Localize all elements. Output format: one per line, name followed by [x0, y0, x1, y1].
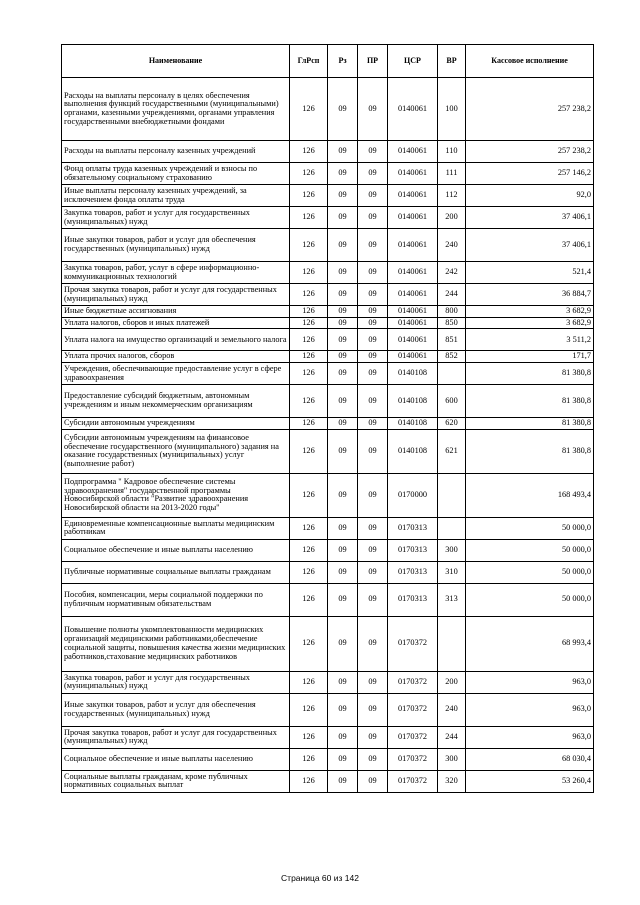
row-vr: 313	[438, 583, 466, 616]
row-pr: 09	[358, 385, 388, 418]
table-row	[62, 539, 594, 561]
row-amount: 37 406,1	[466, 229, 594, 262]
row-rz: 09	[328, 726, 358, 748]
table-row	[62, 693, 594, 726]
row-csr: 0140061	[388, 141, 438, 163]
row-glrsp: 126	[290, 78, 328, 141]
row-glrsp: 126	[290, 539, 328, 561]
table-row	[62, 583, 594, 616]
row-amount: 81 380,8	[466, 418, 594, 430]
row-pr: 09	[358, 418, 388, 430]
table-row	[62, 473, 594, 517]
row-rz: 09	[328, 229, 358, 262]
row-rz: 09	[328, 671, 358, 693]
row-glrsp: 126	[290, 363, 328, 385]
row-vr: 244	[438, 726, 466, 748]
row-name: Расходы на выплаты персоналу казенных учреждений	[62, 141, 290, 163]
table-row	[62, 163, 594, 185]
row-amount: 68 993,4	[466, 616, 594, 671]
row-rz: 09	[328, 748, 358, 770]
row-name: Иные выплаты персоналу казенных учреждений, за исключением фонда оплаты труда	[62, 185, 290, 207]
row-name: Публичные нормативные социальные выплаты гражданам	[62, 561, 290, 583]
row-rz: 09	[328, 363, 358, 385]
row-amount: 50 000,0	[466, 517, 594, 539]
row-csr: 0140061	[388, 317, 438, 329]
row-name: Закупка товаров, работ, услуг в сфере информационно-коммуникационных технологий	[62, 262, 290, 284]
row-vr: 621	[438, 429, 466, 473]
row-name: Уплата налогов, сборов и иных платежей	[62, 317, 290, 329]
row-amount: 3 682,9	[466, 317, 594, 329]
row-glrsp: 126	[290, 770, 328, 792]
row-csr: 0170372	[388, 671, 438, 693]
row-rz: 09	[328, 616, 358, 671]
row-pr: 09	[358, 693, 388, 726]
row-name: Иные закупки товаров, работ и услуг для обеспечения государственных (муниципальных) нужд	[62, 693, 290, 726]
row-rz: 09	[328, 583, 358, 616]
row-glrsp: 126	[290, 473, 328, 517]
row-rz: 09	[328, 561, 358, 583]
row-name: Уплата прочих налогов, сборов	[62, 351, 290, 363]
table-row	[62, 748, 594, 770]
row-rz: 09	[328, 207, 358, 229]
table-body	[62, 78, 594, 793]
row-vr: 310	[438, 561, 466, 583]
row-pr: 09	[358, 473, 388, 517]
row-vr	[438, 517, 466, 539]
row-csr: 0170372	[388, 770, 438, 792]
table-row	[62, 306, 594, 318]
row-amount: 50 000,0	[466, 583, 594, 616]
row-vr: 200	[438, 671, 466, 693]
row-pr: 09	[358, 185, 388, 207]
table-row	[62, 78, 594, 141]
row-csr: 0140108	[388, 429, 438, 473]
table-row	[62, 517, 594, 539]
row-csr: 0140061	[388, 185, 438, 207]
row-amount: 963,0	[466, 693, 594, 726]
row-vr	[438, 363, 466, 385]
row-name: Социальные выплаты гражданам, кроме публичных нормативных социальных выплат	[62, 770, 290, 792]
header-name: Наименование	[62, 45, 290, 78]
row-csr: 0140108	[388, 363, 438, 385]
table-row	[62, 141, 594, 163]
row-pr: 09	[358, 770, 388, 792]
row-glrsp: 126	[290, 163, 328, 185]
row-pr: 09	[358, 207, 388, 229]
row-vr: 852	[438, 351, 466, 363]
table-row	[62, 207, 594, 229]
row-glrsp: 126	[290, 693, 328, 726]
table-row	[62, 351, 594, 363]
row-rz: 09	[328, 163, 358, 185]
row-glrsp: 126	[290, 561, 328, 583]
row-rz: 09	[328, 329, 358, 351]
row-amount: 81 380,8	[466, 385, 594, 418]
row-amount: 92,0	[466, 185, 594, 207]
row-csr: 0170313	[388, 561, 438, 583]
row-amount: 81 380,8	[466, 363, 594, 385]
table-row	[62, 726, 594, 748]
header-rz: Рз	[328, 45, 358, 78]
row-vr: 240	[438, 229, 466, 262]
row-name: Социальное обеспечение и иные выплаты населению	[62, 539, 290, 561]
row-csr: 0140061	[388, 329, 438, 351]
table-row	[62, 284, 594, 306]
table-row	[62, 418, 594, 430]
row-rz: 09	[328, 473, 358, 517]
row-name: Фонд оплаты труда казенных учреждений и взносы по обязательному социальному страхованию	[62, 163, 290, 185]
row-name: Уплата налога на имущество организаций и земельного налога	[62, 329, 290, 351]
row-pr: 09	[358, 284, 388, 306]
row-csr: 0140061	[388, 306, 438, 318]
row-pr: 09	[358, 163, 388, 185]
row-rz: 09	[328, 693, 358, 726]
header-amount: Кассовое исполнение	[466, 45, 594, 78]
row-glrsp: 126	[290, 229, 328, 262]
row-name: Расходы на выплаты персоналу в целях обеспечения выполнения функций государственными (муниципальными) органами, казенными учреждениями, органами управления государственными внебюджетными фондами	[62, 78, 290, 141]
row-pr: 09	[358, 539, 388, 561]
row-amount: 50 000,0	[466, 561, 594, 583]
row-csr: 0140061	[388, 78, 438, 141]
row-vr: 800	[438, 306, 466, 318]
table-row	[62, 329, 594, 351]
row-csr: 0140061	[388, 229, 438, 262]
row-glrsp: 126	[290, 517, 328, 539]
row-name: Закупка товаров, работ и услуг для государственных (муниципальных) нужд	[62, 671, 290, 693]
row-csr: 0140061	[388, 262, 438, 284]
row-rz: 09	[328, 185, 358, 207]
header-vr: ВР	[438, 45, 466, 78]
row-rz: 09	[328, 429, 358, 473]
row-pr: 09	[358, 561, 388, 583]
table-row	[62, 317, 594, 329]
row-glrsp: 126	[290, 429, 328, 473]
row-rz: 09	[328, 539, 358, 561]
row-vr: 244	[438, 284, 466, 306]
table-row	[62, 185, 594, 207]
row-pr: 09	[358, 229, 388, 262]
row-pr: 09	[358, 329, 388, 351]
row-csr: 0170313	[388, 583, 438, 616]
row-vr: 320	[438, 770, 466, 792]
row-rz: 09	[328, 284, 358, 306]
row-glrsp: 126	[290, 284, 328, 306]
row-csr: 0170372	[388, 726, 438, 748]
row-rz: 09	[328, 78, 358, 141]
header-glrsp: ГлРсп	[290, 45, 328, 78]
row-csr: 0140061	[388, 351, 438, 363]
row-pr: 09	[358, 671, 388, 693]
row-name: Закупка товаров, работ и услуг для государственных (муниципальных) нужд	[62, 207, 290, 229]
row-pr: 09	[358, 748, 388, 770]
row-pr: 09	[358, 306, 388, 318]
row-amount: 168 493,4	[466, 473, 594, 517]
row-glrsp: 126	[290, 207, 328, 229]
row-vr: 110	[438, 141, 466, 163]
row-amount: 257 238,2	[466, 141, 594, 163]
row-csr: 0170313	[388, 517, 438, 539]
page-number: Страница 60 из 142	[281, 873, 359, 883]
row-csr: 0170372	[388, 693, 438, 726]
row-glrsp: 126	[290, 726, 328, 748]
row-csr: 0170372	[388, 616, 438, 671]
row-name: Подпрограмма " Кадровое обеспечение системы здравоохранения" государственной программы Новосибирской области "Развитие здравоохранения Новосибирской области на 2013-2020 годы"	[62, 473, 290, 517]
row-csr: 0140108	[388, 385, 438, 418]
table-row	[62, 561, 594, 583]
row-rz: 09	[328, 351, 358, 363]
row-rz: 09	[328, 262, 358, 284]
row-vr: 600	[438, 385, 466, 418]
row-vr: 851	[438, 329, 466, 351]
row-name: Прочая закупка товаров, работ и услуг для государственных (муниципальных) нужд	[62, 726, 290, 748]
row-csr: 0170000	[388, 473, 438, 517]
row-pr: 09	[358, 583, 388, 616]
row-rz: 09	[328, 418, 358, 430]
row-amount: 36 884,7	[466, 284, 594, 306]
row-glrsp: 126	[290, 583, 328, 616]
row-csr: 0140108	[388, 418, 438, 430]
header-csr: ЦСР	[388, 45, 438, 78]
row-name: Субсидии автономным учреждениям	[62, 418, 290, 430]
row-vr: 111	[438, 163, 466, 185]
row-pr: 09	[358, 317, 388, 329]
row-name: Прочая закупка товаров, работ и услуг для государственных (муниципальных) нужд	[62, 284, 290, 306]
row-vr	[438, 473, 466, 517]
row-rz: 09	[328, 385, 358, 418]
row-pr: 09	[358, 616, 388, 671]
row-csr: 0170372	[388, 748, 438, 770]
table-row	[62, 229, 594, 262]
row-amount: 37 406,1	[466, 207, 594, 229]
row-amount: 521,4	[466, 262, 594, 284]
row-name: Иные закупки товаров, работ и услуг для обеспечения государственных (муниципальных) нужд	[62, 229, 290, 262]
row-vr: 242	[438, 262, 466, 284]
row-pr: 09	[358, 363, 388, 385]
row-vr: 112	[438, 185, 466, 207]
row-csr: 0170313	[388, 539, 438, 561]
row-amount: 50 000,0	[466, 539, 594, 561]
row-csr: 0140061	[388, 163, 438, 185]
row-glrsp: 126	[290, 141, 328, 163]
row-csr: 0140061	[388, 284, 438, 306]
table-row	[62, 429, 594, 473]
row-amount: 257 238,2	[466, 78, 594, 141]
row-name: Единовременные компенсационные выплаты медицинским работникам	[62, 517, 290, 539]
row-pr: 09	[358, 78, 388, 141]
row-rz: 09	[328, 141, 358, 163]
row-glrsp: 126	[290, 185, 328, 207]
row-glrsp: 126	[290, 748, 328, 770]
row-vr: 300	[438, 748, 466, 770]
row-rz: 09	[328, 306, 358, 318]
row-amount: 81 380,8	[466, 429, 594, 473]
table-row	[62, 616, 594, 671]
table-row	[62, 262, 594, 284]
row-amount: 963,0	[466, 671, 594, 693]
row-name: Предоставление субсидий бюджетным, автономным учреждениям и иным некоммерческим организациям	[62, 385, 290, 418]
table-row	[62, 363, 594, 385]
row-pr: 09	[358, 726, 388, 748]
header-row	[62, 45, 594, 78]
row-amount: 68 030,4	[466, 748, 594, 770]
row-amount: 257 146,2	[466, 163, 594, 185]
row-vr: 240	[438, 693, 466, 726]
row-vr: 620	[438, 418, 466, 430]
row-name: Повышение полноты укомплектованности медицинских организаций медицинскими работниками,обеспечение социальной защиты, повышения качества жизни медицинских работников,стахование медицинских работников	[62, 616, 290, 671]
row-amount: 963,0	[466, 726, 594, 748]
row-name: Социальное обеспечение и иные выплаты населению	[62, 748, 290, 770]
row-name: Учреждения, обеспечивающие предоставление услуг в сфере здравоохранения	[62, 363, 290, 385]
row-glrsp: 126	[290, 385, 328, 418]
table-row	[62, 770, 594, 792]
row-amount: 3 511,2	[466, 329, 594, 351]
row-pr: 09	[358, 351, 388, 363]
row-amount: 53 260,4	[466, 770, 594, 792]
row-glrsp: 126	[290, 351, 328, 363]
budget-table	[61, 44, 594, 793]
row-glrsp: 126	[290, 671, 328, 693]
row-glrsp: 126	[290, 317, 328, 329]
row-vr: 850	[438, 317, 466, 329]
header-pr: ПР	[358, 45, 388, 78]
row-glrsp: 126	[290, 306, 328, 318]
row-amount: 3 682,9	[466, 306, 594, 318]
row-pr: 09	[358, 141, 388, 163]
row-vr: 200	[438, 207, 466, 229]
table-row	[62, 671, 594, 693]
row-glrsp: 126	[290, 262, 328, 284]
row-glrsp: 126	[290, 418, 328, 430]
row-name: Иные бюджетные ассигнования	[62, 306, 290, 318]
row-rz: 09	[328, 317, 358, 329]
row-name: Субсидии автономным учреждениям на финансовое обеспечение государственного (муниципального) задания на оказание государственных (муниципальных) услуг (выполнение работ)	[62, 429, 290, 473]
row-pr: 09	[358, 262, 388, 284]
table-row	[62, 385, 594, 418]
row-pr: 09	[358, 517, 388, 539]
row-vr: 300	[438, 539, 466, 561]
row-pr: 09	[358, 429, 388, 473]
row-vr	[438, 616, 466, 671]
row-rz: 09	[328, 517, 358, 539]
row-csr: 0140061	[388, 207, 438, 229]
row-vr: 100	[438, 78, 466, 141]
row-rz: 09	[328, 770, 358, 792]
row-amount: 171,7	[466, 351, 594, 363]
row-glrsp: 126	[290, 616, 328, 671]
row-glrsp: 126	[290, 329, 328, 351]
row-name: Пособия, компенсации, меры социальной поддержки по публичным нормативным обязательствам	[62, 583, 290, 616]
